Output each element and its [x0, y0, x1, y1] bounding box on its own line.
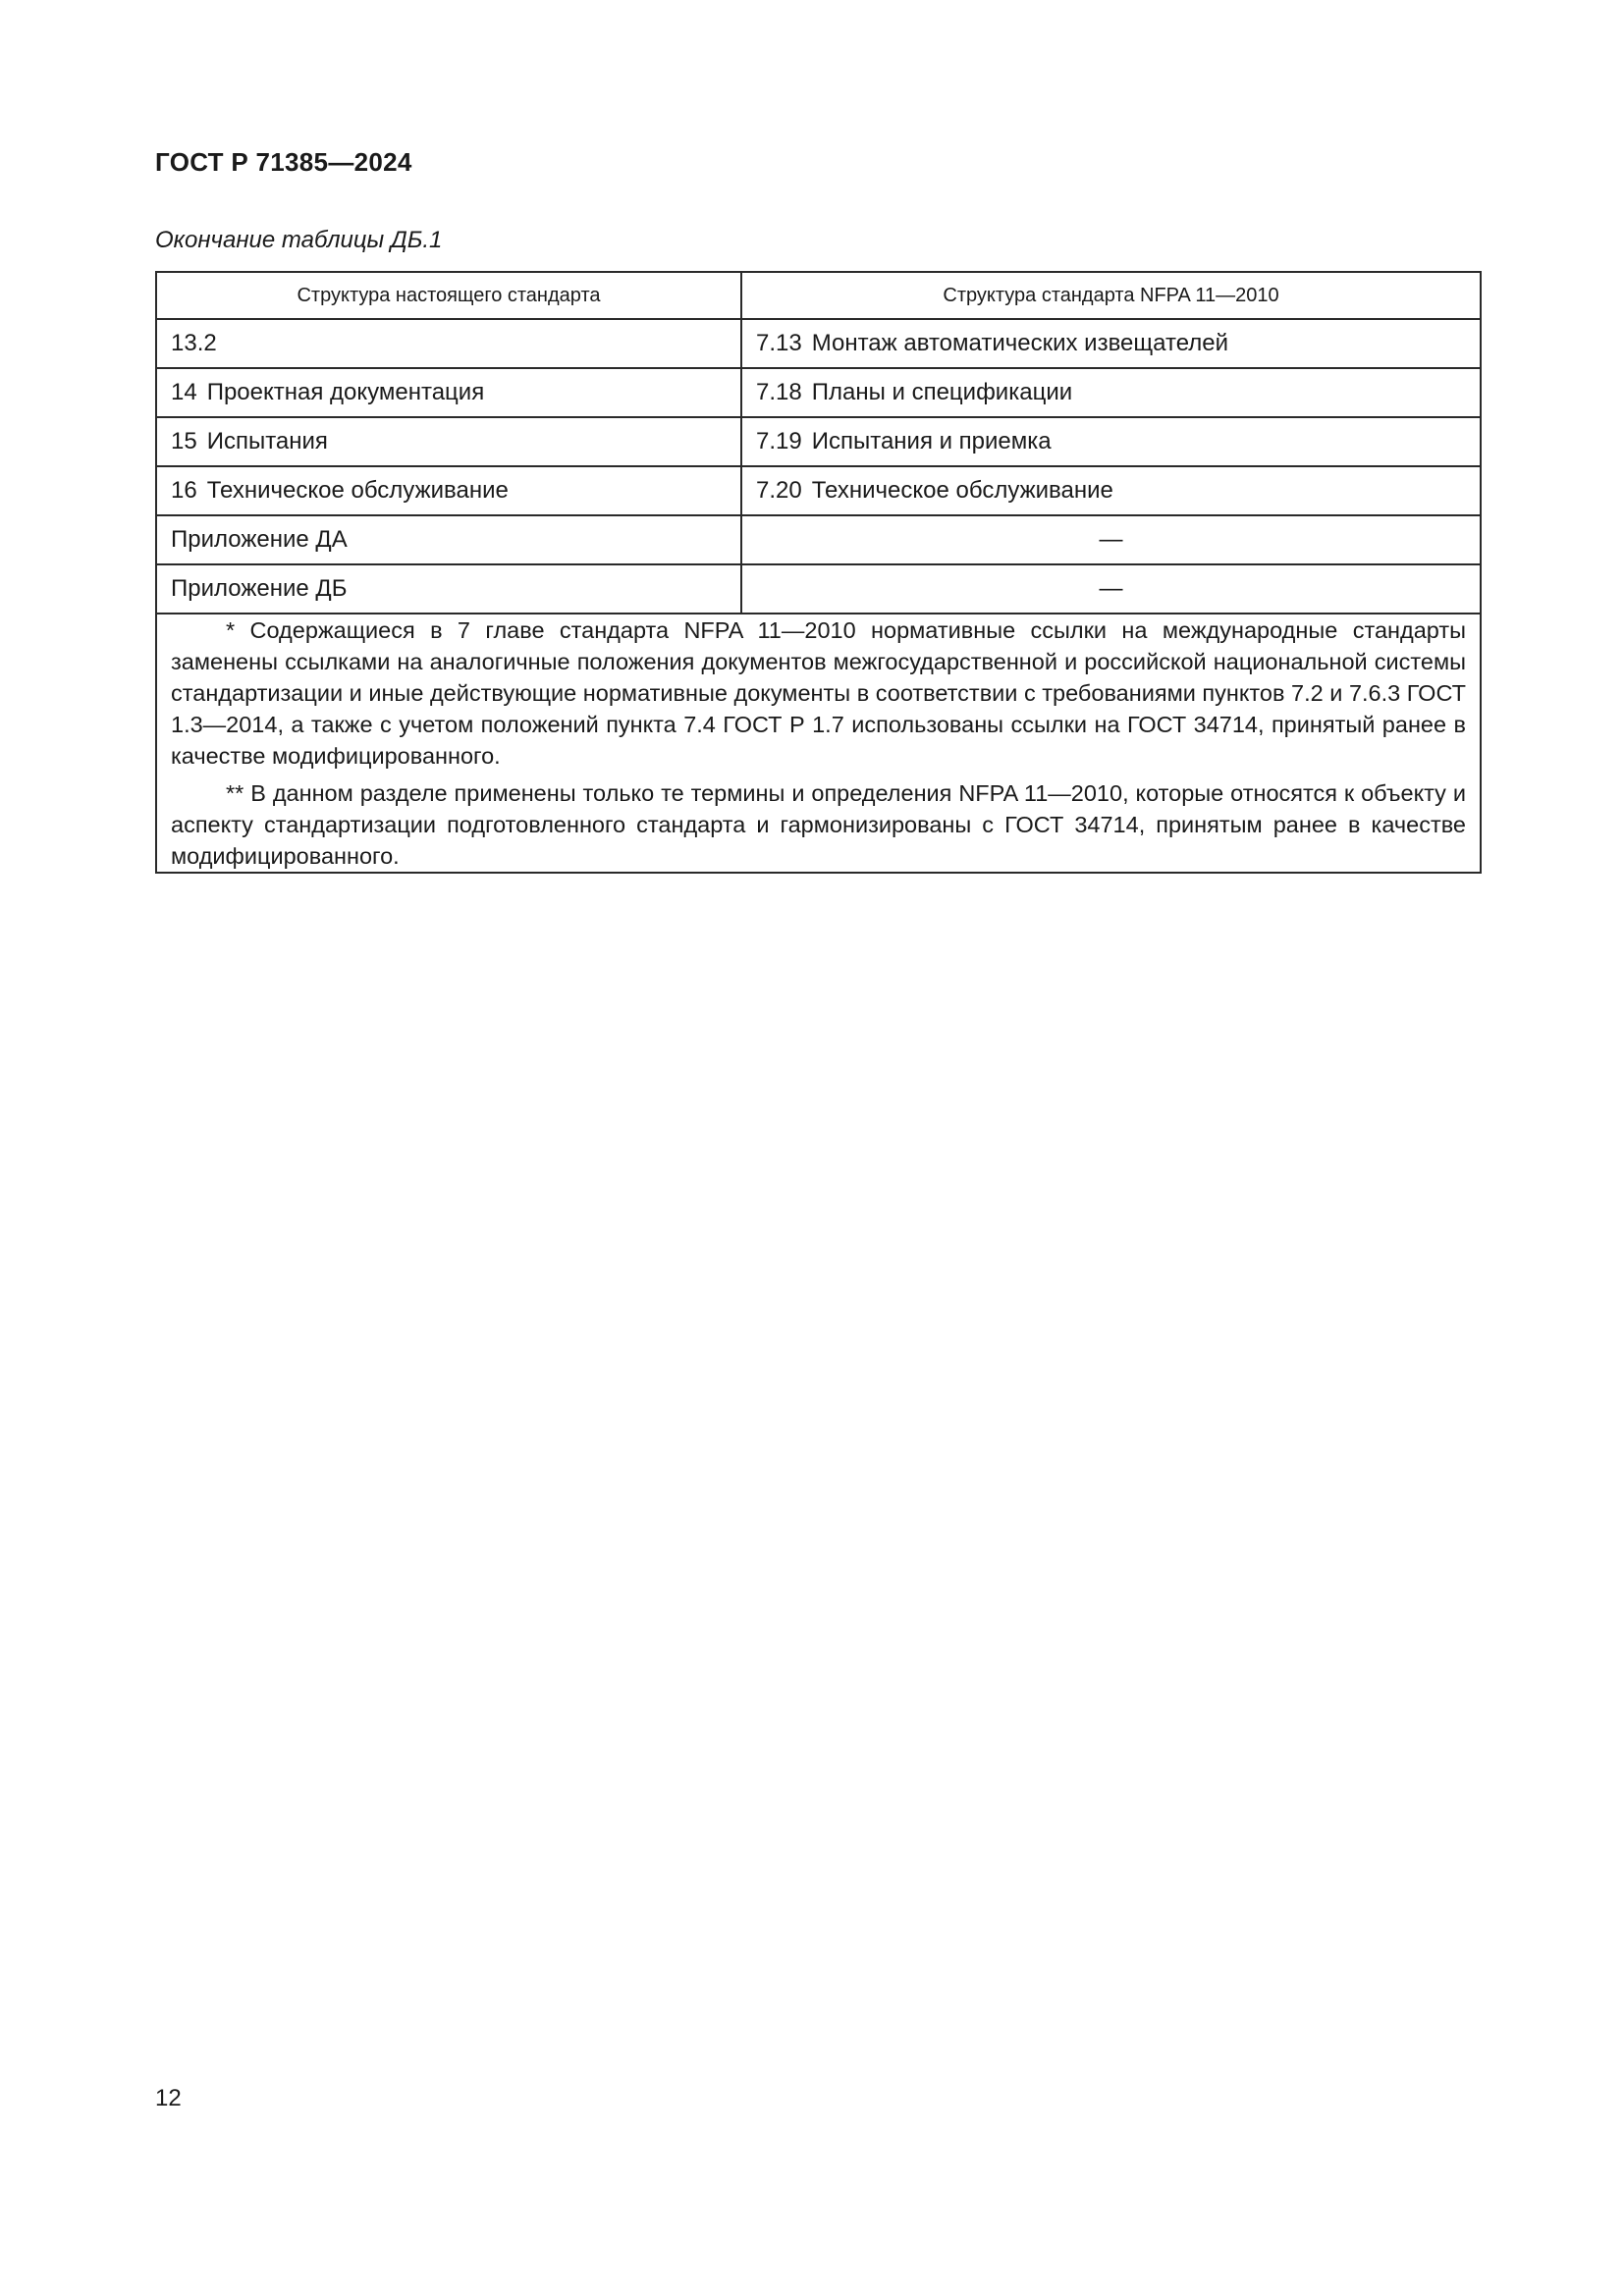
left-cell: [156, 417, 741, 466]
column-header-nfpa-standard: Структура стандарта NFPA 11—2010: [741, 272, 1481, 319]
right-number: 7.20: [756, 477, 802, 504]
right-cell: [741, 417, 1481, 466]
right-cell-dash: —: [741, 564, 1481, 614]
table-notes: [156, 614, 1481, 873]
right-cell: [741, 319, 1481, 368]
left-cell: [156, 319, 741, 368]
table-header-row: [156, 272, 1481, 319]
right-number: 7.13: [756, 330, 802, 356]
left-cell: Приложение ДА: [156, 515, 741, 564]
left-text: 13.2: [171, 330, 217, 356]
column-header-this-standard: Структура настоящего стандарта: [156, 272, 741, 319]
left-number: 14: [171, 379, 197, 405]
left-cell: [156, 466, 741, 515]
table-notes-row: [156, 614, 1481, 873]
table-row: [156, 466, 1481, 515]
right-cell-dash: —: [741, 515, 1481, 564]
right-number: 7.19: [756, 428, 802, 454]
table-row: [156, 368, 1481, 417]
right-text: Техническое обслуживание: [811, 477, 1113, 504]
page-number: 12: [155, 2085, 182, 2111]
right-cell: [741, 466, 1481, 515]
left-text: Техническое обслуживание: [206, 477, 509, 504]
left-number: 15: [171, 428, 197, 454]
footnote-double-asterisk: ** В данном разделе применены только те термины и определения NFPA 11—2010, которые относятся к объекту и аспекту стандартизации подготовленного стандарта и гармонизированы с ГОСТ 34714, принятым ранее в качестве модифицированного.: [171, 780, 1466, 869]
left-cell: Приложение ДБ: [156, 564, 741, 614]
table-row: [156, 515, 1481, 564]
left-cell: [156, 368, 741, 417]
right-number: 7.18: [756, 379, 802, 405]
left-text: Испытания: [206, 428, 328, 454]
right-text: Планы и спецификации: [811, 379, 1073, 405]
footnote-single-asterisk: * Содержащиеся в 7 главе стандарта NFPA 11—2010 нормативные ссылки на международные стандарты заменены ссылками на аналогичные положения документов межгосударственной и российской национальной системы стандартизации и иные действующие нормативные документы в соответствии с требованиями пунктов 7.2 и 7.6.3 ГОСТ 1.3—2014, а также с учетом положений пункта 7.4 ГОСТ Р 1.7 использованы ссылки на ГОСТ 34714, принятый ранее в качестве модифицированного.: [171, 617, 1466, 769]
table-caption: Окончание таблицы ДБ.1: [155, 227, 443, 253]
left-text: Проектная документация: [206, 379, 485, 405]
right-text: Монтаж автоматических извещателей: [811, 330, 1228, 356]
document-code: ГОСТ Р 71385—2024: [155, 147, 412, 177]
table-row: [156, 564, 1481, 614]
right-text: Испытания и приемка: [811, 428, 1052, 454]
right-cell: [741, 368, 1481, 417]
table-row: [156, 319, 1481, 368]
table-row: [156, 417, 1481, 466]
structure-comparison-table: [155, 271, 1482, 874]
left-number: 16: [171, 477, 197, 504]
